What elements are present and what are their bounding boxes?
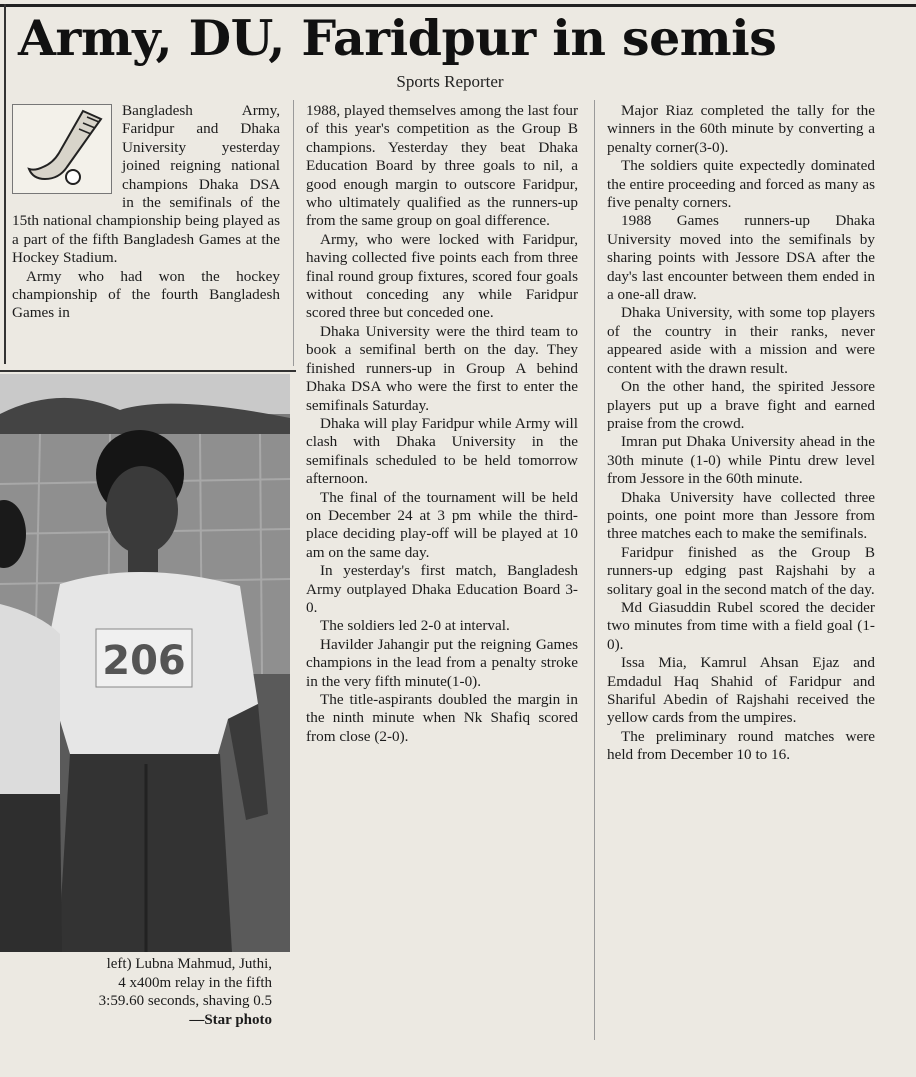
caption-line: 4 x400m relay in the fifth [118,974,272,991]
paragraph: The preliminary round matches were held from December 10 to 16. [607,727,875,764]
paragraph: Issa Mia, Kamrul Ahsan Ejaz and Emdadul Haq Shahid of Faridpur and Shariful Abedin of Rajshahi received the yellow cards from the umpires. [607,654,875,727]
paragraph: Dhaka University were the third team to book a semifinal berth on the day. They finished runners-up in Group A behind Dhaka DSA who were the first to enter the semifinals Saturday. [306,322,578,414]
photo [0,374,290,952]
photo-caption [0,955,272,1029]
paragraph: The soldiers quite expectedly dominated the entire proceeding and forced as many as five penalty corners. [607,157,875,212]
column-rule [293,100,294,366]
photo-rule [0,370,296,372]
paragraph: 1988 Games runners-up Dhaka University moved into the semifinals by sharing points with Jessore DSA after the day's last encounter between them ended in a one-all draw. [607,212,875,304]
caption-line: left) Lubna Mahmud, Juthi, [106,956,272,972]
paragraph: Dhaka will play Faridpur while Army will clash with Dhaka University in the semifinals scheduled to be held tomorrow afternoon. [306,414,578,488]
paragraph: Imran put Dhaka University ahead in the 30th minute (1-0) while Pintu drew level from Jessore in the 60th minute. [607,433,875,488]
paragraph: Major Riaz completed the tally for the winners in the 60th minute by converting a penalty corner(3-0). [607,102,875,156]
paragraph: Faridpur finished as the Group B runners-up edging past Rajshahi by a solitary goal in the second match of the day. [607,543,875,598]
left-rule [4,4,6,364]
paragraph: Bangladesh Army, Faridpur and Dhaka University yesterday joined reigning national champions Dhaka DSA in the semifinals of the 15th national championship being played as a part of the fifth Bangladesh Games at the Hockey Stadium. [12,102,280,267]
column-rule [594,100,595,1040]
caption-line: 3:59.60 seconds, shaving 0.5 [98,993,272,1009]
paragraph: The title-aspirants doubled the margin in the ninth minute when Nk Shafiq scored from close (2-0). [306,691,578,745]
paragraph: Army, who were locked with Faridpur, having collected five points each from three final round group fixtures, scored four goals without conceding any while Faridpur scored three but conceded one. [306,230,578,322]
article-column-1 [12,102,280,323]
paragraph: In yesterday's first match, Bangladesh Army outplayed Dhaka Education Board 3-0. [306,562,578,616]
photo-credit: —Star photo [189,1011,272,1028]
headline: Army, DU, Faridpur in semis [18,9,777,67]
hockey-stick-icon [12,104,112,194]
top-rule [0,4,916,7]
paragraph: Md Giasuddin Rubel scored the decider two minutes from time with a field goal (1-0). [607,598,875,653]
article-column-2 [306,102,578,746]
paragraph: On the other hand, the spirited Jessore players put up a brave fight and earned praise from the crowd. [607,378,875,432]
paragraph: The soldiers led 2-0 at interval. [320,617,510,635]
paragraph: 1988, played themselves among the last four of this year's competition as the Group B champions. Yesterday they beat Dhaka Education Board by three goals to nil, a good enough margin to outscore Faridpur, who ultimately qualified as the runners-up from the same group on goal difference. [306,102,578,230]
article-column-3 [607,102,875,765]
paragraph: Army who had won the hockey championship of the fourth Bangladesh Games in [12,267,280,322]
paragraph: Dhaka University, with some top players of the country in their ranks, never appeared aside with a mission and were content with the drawn result. [607,304,875,377]
paragraph: The final of the tournament will be held on December 24 at 3 pm while the third-place deciding play-off will be played at 10 am on the same day. [306,488,578,561]
paragraph: Havilder Jahangir put the reigning Games champions in the lead from a penalty stroke in the very fifth minute(1-0). [306,635,578,690]
byline: Sports Reporter [396,72,504,91]
paragraph: Dhaka University have collected three points, one point more than Jessore from three matches each to make the semifinals. [607,488,875,543]
bib-number: 206 [102,638,186,684]
